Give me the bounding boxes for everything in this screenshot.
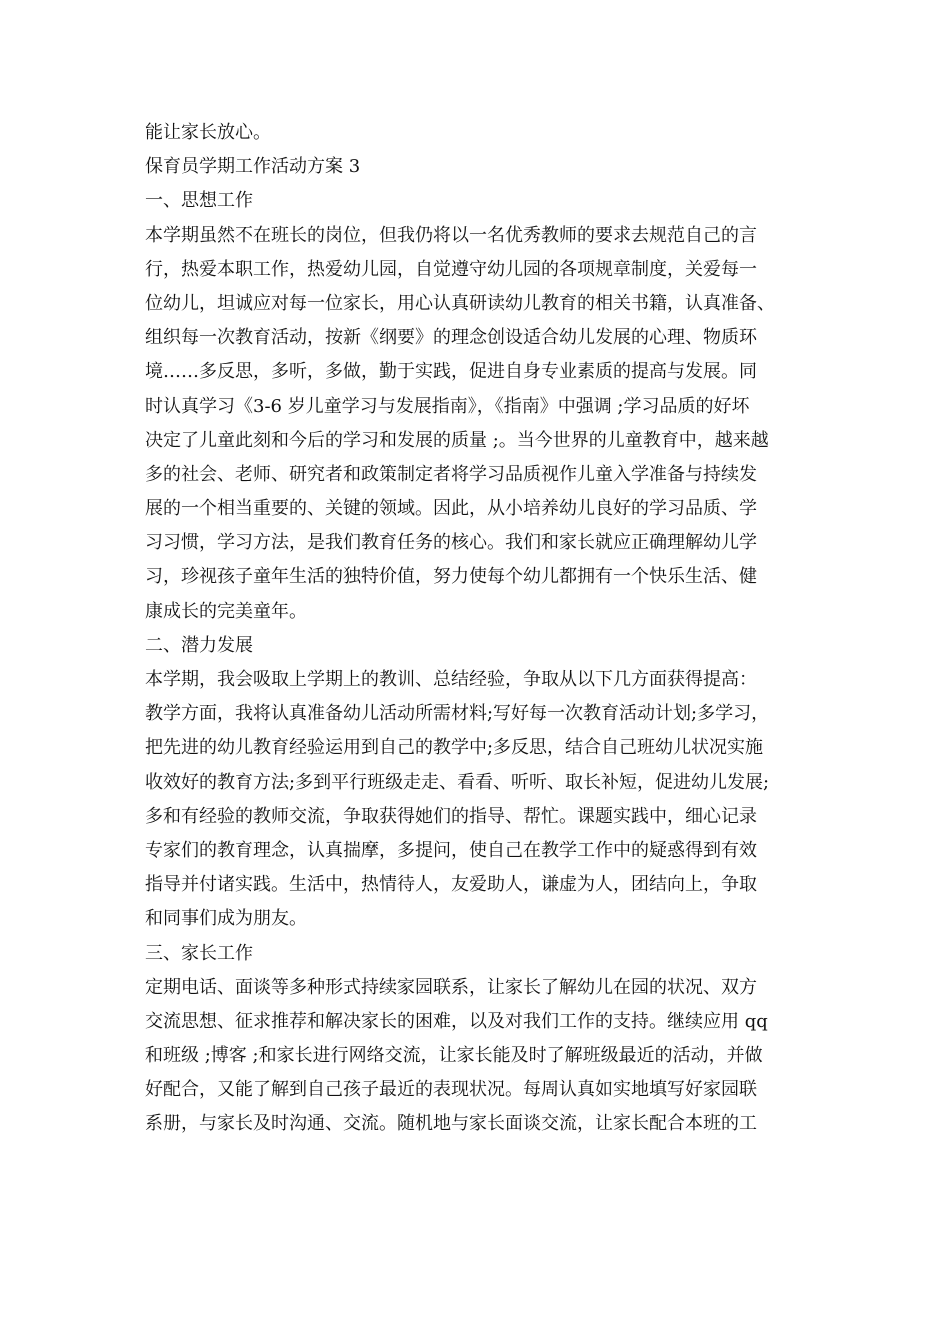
text-line: 境……多反思，多听，多做，勤于实践，促进自身专业素质的提高与发展。同: [145, 361, 757, 383]
text-line: 好配合，又能了解到自己孩子最近的表现状况。每周认真如实地填写好家园联: [145, 1079, 757, 1101]
text-line: 多和有经验的教师交流，争取获得她们的指导、帮忙。课题实践中，细心记录: [145, 805, 757, 827]
section-heading-ability-development: 二、潜力发展: [145, 634, 253, 656]
text-line: 把先进的幼儿教育经验运用到自己的教学中;多反思，结合自己班幼儿状况实施: [145, 737, 764, 759]
text-line: 决定了儿童此刻和今后的学习和发展的质量 ;。当今世界的儿童教育中，越来越: [145, 429, 769, 451]
text-line: 多的社会、老师、研究者和政策制定者将学习品质视作儿童入学准备与持续发: [145, 463, 757, 485]
text-line: 组织每一次教育活动，按新《纲要》的理念创设适合幼儿发展的心理、物质环: [145, 327, 757, 349]
text-line: 展的一个相当重要的、关键的领域。因此，从小培养幼儿良好的学习品质、学: [145, 498, 757, 520]
section-heading-parent-work: 三、家长工作: [145, 942, 253, 964]
text-line: 指导并付诸实践。生活中，热情待人，友爱助人，谦虚为人，团结向上，争取: [145, 874, 757, 896]
text-line: 时认真学习《3-6 岁儿童学习与发展指南》，《指南》中强调 ;学习品质的好坏: [145, 395, 750, 417]
text-line: 康成长的完美童年。: [145, 600, 307, 622]
text-line: 定期电话、面谈等多种形式持续家园联系，让家长了解幼儿在园的状况、双方: [145, 976, 757, 998]
text-line: 习习惯，学习方法，是我们教育任务的核心。我们和家长就应正确理解幼儿学: [145, 532, 757, 554]
text-line: 习，珍视孩子童年生活的独特价值，努力使每个幼儿都拥有一个快乐生活、健: [145, 566, 757, 588]
text-line: 位幼儿，坦诚应对每一位家长，用心认真研读幼儿教育的相关书籍，认真准备、: [145, 292, 775, 314]
text-line: 教学方面，我将认真准备幼儿活动所需材料;写好每一次教育活动计划;多学习，: [145, 703, 770, 725]
text-line: 专家们的教育理念，认真揣摩，多提问，使自己在教学工作中的疑惑得到有效: [145, 839, 757, 861]
text-line: 收效好的教育方法;多到平行班级走走、看看、听听、取长补短，促进幼儿发展;: [145, 771, 770, 793]
text-line: 系册，与家长及时沟通、交流。随机地与家长面谈交流，让家长配合本班的工: [145, 1113, 757, 1135]
text-line: 交流思想、征求推荐和解决家长的困难，以及对我们工作的支持。继续应用 qq: [145, 1010, 768, 1032]
document-body: [145, 116, 825, 1142]
text-line: 和班级 ;博客 ;和家长进行网络交流，让家长能及时了解班级最近的活动，并做: [145, 1045, 763, 1067]
text-line: 能让家长放心。: [145, 122, 271, 143]
section-title: 保育员学期工作活动方案 3: [145, 156, 361, 178]
section-heading-thought-work: 一、思想工作: [145, 190, 253, 212]
text-line: 行，热爱本职工作，热爱幼儿园，自觉遵守幼儿园的各项规章制度，关爱每一: [145, 258, 757, 280]
text-line: 和同事们成为朋友。: [145, 908, 307, 930]
text-line: 本学期虽然不在班长的岗位，但我仍将以一名优秀教师的要求去规范自己的言: [145, 224, 757, 246]
text-line: 本学期，我会吸取上学期上的教训、总结经验，争取从以下几方面获得提高：: [145, 669, 757, 690]
